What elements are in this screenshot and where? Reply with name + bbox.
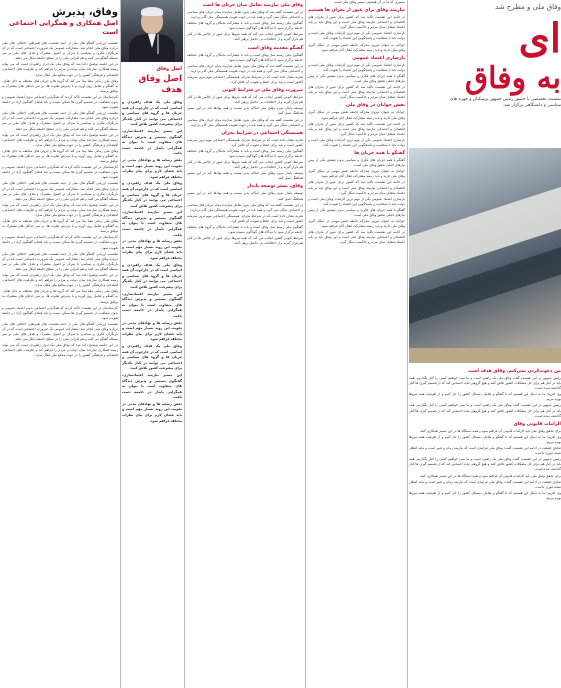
paragraph: وفاق ملی زمانی معنا پیدا می کند که گروه ها و جریان های مختلف به جای تقابل، به گفتگو و تعامل روی آورند و با پذیرش تفاوت ها، بر سر حداقل های مشترک به توافق برسند. <box>2 78 118 93</box>
sidebar-column <box>122 66 182 688</box>
paragraph: نقش رسانه ها و نهادهای مدنی در تقویت این روند بسیار مهم است و باید فضای لازم برای بیان نظرات مختلف فراهم شود. <box>122 239 182 261</box>
paragraph: در ادامه این نشست تاکید شد که کشور برای عبور از بحران های اقتصادی و اجتماعی نیازمند وفاق ملی است و این وفاق باید بر پایه اعتماد متقابل میان مردم و حاکمیت شکل گیرد. <box>308 180 405 195</box>
paragraph: جوانان به عنوان نیروی محرکه جامعه نقش مهمی در شکل گیری وفاق ملی دارند و باید زمینه مشارکت فعال آنان فراهم شود. <box>308 219 405 229</box>
paragraph: توسعه پایدار بدون وفاق ملی امکان پذیر نیست و همه نهادها باید در این مسیر هماهنگ عمل کنند. <box>187 106 303 116</box>
right-column-body <box>409 366 561 688</box>
section-heading: ضرورت وفاق ملی در شرایط کنونی <box>222 88 303 94</box>
column-divider <box>184 0 185 688</box>
paragraph: تجربه نشان داده است که در شرایط بحران، همبستگی اجتماعی مهم ترین سرمایه کشور است و باید برای حفظ و تقویت آن تلاش کرد. <box>187 137 303 147</box>
paragraph: نقش رسانه ها و نهادهای مدنی در تقویت این روند بسیار مهم است و باید فضای لازم برای بیان نظرات مختلف فراهم شود. <box>122 320 182 342</box>
sidebar-body <box>122 100 182 424</box>
paragraph: در این نشست گفته شد که وفاق ملی بدون تعامل سازنده میان جریان های سیاسی و اجتماعی شکل نمی گیرد و همه باید در جهت تقویت همبستگی ملی گام بردارند. <box>187 63 303 73</box>
paragraph: این مسیر نیازمند اعتمادسازی، گفتگوی مستمر و پذیرش دیدگاه های متفاوت است تا بتوان به همگرایی پایدار در جامعه دست یافت. <box>122 372 182 400</box>
section-heading: بازسازی اعتماد عمومی <box>352 55 405 61</box>
paragraph: نشست ارزیابی گفتگو های ملی از جنبه نشست های همراهی، اختلاف های ملی درباره وفاق ملی انجام شد. مشارکت عمومی یک ضرورت اجتماعی است که در آن بازیگران فکری و سیاسی با تمرکز بر اصول مشترک و هدف های ملی بر سر مسئله گفتگو می کنند و هم افزایی ملی را در سطح جامعه شکل می دهند. <box>2 321 118 342</box>
column-divider <box>120 0 121 688</box>
column-divider <box>407 0 408 688</box>
paragraph: شرایط کنونی کشور ایجاب می کند که همه نیروها برای عبور از چالش ها در کنار هم قرار گیرند و از اختلافات بی حاصل پرهیز کنند. <box>187 236 303 246</box>
paragraph: وی افزود: ما به دنبال این هستیم که با گفتگو و تعامل، مسائل کشور را حل کنیم و از ظرفیت همه نیروها بهره ببریم. <box>409 434 561 444</box>
paragraph: گفتگوی ملی زمینه ساز وفاق است و باید با مشارکت نخبگان و گروه های مختلف جامعه برگزار شود تا دیدگاه های گوناگون شنیده شود. <box>187 225 303 235</box>
paragraph: گفتگوی ملی زمینه ساز وفاق است و باید با مشارکت نخبگان و گروه های مختلف جامعه برگزار شود تا دیدگاه های گوناگون شنیده شود. <box>187 52 303 62</box>
paragraph: در این نشست گفته شد که وفاق ملی بدون تعامل سازنده میان جریان های سیاسی و اجتماعی شکل نمی گیرد و همه باید در جهت تقویت همبستگی ملی گام بردارند. <box>187 10 303 20</box>
paragraph: شرایط کنونی کشور ایجاب می کند که همه نیروها برای عبور از چالش ها در کنار هم قرار گیرند و از اختلافات بی حاصل پرهیز کنند. <box>187 160 303 170</box>
paragraph: کارشناسان در این نشست تاکید کردند که همگرایی اجتماعی بدون اعتماد عمومی و بدون شفافیت در تصمیم گیری ها ممکن نیست و باید فضای گفتگوی آزاد در جامعه تقویت شود. <box>2 165 118 180</box>
section-heading: نیازمند وفاق برای عبور از بحران ها هستیم <box>308 8 405 14</box>
paragraph: صادق حقیقت در ادامه این نشست گفت: وفاق ملی فرایندی است که نیازمند زمان و صبر است و نباید انتظار نتیجه فوری داشت. <box>409 446 561 456</box>
paragraph: بازسازی اعتماد عمومی یکی از مهم ترین الزامات وفاق ملی است و دولت باید با شفافیت و پاسخگویی این اعتماد را تقویت کند. <box>308 62 405 72</box>
left-column-body <box>2 41 118 359</box>
paragraph: وفاق ملی زمانی معنا پیدا می کند که گروه ها و جریان های مختلف به جای تقابل، به گفتگو و تعامل روی آورند و با پذیرش تفاوت ها، بر سر حداقل های مشترک به توافق برسند. <box>2 148 118 164</box>
paragraph: در ادامه این نشست تاکید شد که کشور برای عبور از بحران های اقتصادی و اجتماعی نیازمند وفاق ملی است و این وفاق باید بر پایه اعتماد متقابل میان مردم و حاکمیت شکل گیرد. <box>308 121 405 136</box>
section-heading: من دعوت‌کردن نمی‌کنم، وفاق هدف است <box>468 369 561 374</box>
paragraph: نشست ارزیابی گفتگو های ملی از جنبه نشست های همراهی، اختلاف های ملی درباره وفاق ملی انجام شد. مشارکت عمومی یک ضرورت اجتماعی است که در آن بازیگران فکری و سیاسی با تمرکز بر اصول مشترک و هدف های ملی بر سر مسئله گفتگو می کنند و هم افزایی ملی را در سطح جامعه شکل می دهند. <box>2 41 118 61</box>
section-heading: گفتگو با همه جریان ها <box>354 151 405 157</box>
paragraph: در این جلسه توضیح داده شد که وفاق ملی یک ابزار راهبردی است که می تواند زمینه همکاری سازنده میان دولت و مردم را فراهم کند و ظرفیت های اجتماعی، اقتصادی و فرهنگی کشور را در جهت منافع ملی فعال سازد. <box>2 132 118 147</box>
section-heading: نقش جوانان در وفاق ملی <box>345 103 405 109</box>
paragraph: نشست ارزیابی گفتگو های ملی از جنبه نشست های همراهی، اختلاف های ملی درباره وفاق ملی انجام شد. مشارکت عمومی یک ضرورت اجتماعی است که در آن بازیگران فکری و سیاسی با تمرکز بر اصول مشترک و هدف های ملی بر سر مسئله گفتگو می کنند و هم افزایی ملی را در سطح جامعه شکل می دهند. <box>2 251 118 271</box>
paragraph: رئیس جمهور در این نشست گفت وفاق ملی یک راهبرد است و ما نمی خواهیم کسی را کنار بگذاریم. همه باید در کنار هم برای حل مشکلات کشور تلاش کنند و هیچ گروهی نباید احساس کند که از تصمیم گیری ها کنار گذاشته شده است. <box>409 376 561 391</box>
paragraph: گفتگو با همه جریان های فکری و سیاسی بدون تبعیض یکی از پیش نیازهای اصلی تحقق وفاق ملی است. <box>308 207 405 217</box>
paragraph: بازسازی اعتماد عمومی یکی از مهم ترین الزامات وفاق ملی است و دولت باید با شفافیت و پاسخگویی این اعتماد را تقویت کند. <box>308 196 405 206</box>
paragraph: در ادامه این نشست تاکید شد که کشور برای عبور از بحران های اقتصادی و اجتماعی نیازمند وفاق ملی است و این وفاق باید بر پایه اعتماد متقابل میان مردم و حاکمیت شکل گیرد. <box>308 15 405 30</box>
section-heading: وفاق، بستر توسعه پایدار <box>247 184 303 190</box>
paragraph: گفتگو با همه جریان های فکری و سیاسی بدون تبعیض یکی از پیش نیازهای اصلی تحقق وفاق ملی است. <box>308 73 405 84</box>
paragraph: شرایط کنونی کشور ایجاب می کند که همه نیروها برای عبور از چالش ها در کنار هم قرار گیرند و از اختلافات بی حاصل پرهیز کنند. <box>187 95 303 105</box>
paragraph: در ادامه این نشست تاکید شد که کشور برای عبور از بحران های اقتصادی و اجتماعی نیازمند وفاق ملی است و این وفاق باید بر پایه اعتماد متقابل میان مردم و حاکمیت شکل گیرد. <box>308 230 405 245</box>
event-hero-photo <box>409 148 561 363</box>
section-heading: گفتگو مقدمه وفاق است <box>247 45 303 51</box>
speaker-portrait-photo <box>121 0 183 62</box>
paragraph: در این جلسه توضیح داده شد که وفاق ملی یک ابزار راهبردی است که می تواند زمینه همکاری سازنده میان دولت و مردم را فراهم کند و ظرفیت های اجتماعی، اقتصادی و فرهنگی کشور را در جهت منافع ملی فعال سازد. <box>2 62 118 77</box>
sidebar-kicker: اصل وفاق <box>156 66 182 72</box>
left-column <box>2 0 118 688</box>
paragraph: جوانان به عنوان نیروی محرکه جامعه نقش مهمی در شکل گیری وفاق ملی دارند و باید زمینه مشارکت فعال آنان فراهم شود. <box>308 42 405 52</box>
paragraph: کارشناسان در این نشست تاکید کردند که همگرایی اجتماعی بدون اعتماد عمومی و بدون شفافیت در تصمیم گیری ها ممکن نیست و باید فضای گفتگوی آزاد در جامعه تقویت شود. <box>2 305 118 320</box>
paragraph: در این نشست گفته شد که وفاق ملی بدون تعامل سازنده میان جریان های سیاسی و اجتماعی شکل نمی گیرد و همه باید در جهت تقویت همبستگی ملی گام بردارند. <box>187 117 303 127</box>
top-line: مسیری که ما در آن هستیم، مسیر وفاق ملی است <box>334 0 405 4</box>
paragraph: گفتگو با همه جریان های فکری و سیاسی بدون تبعیض یکی از پیش نیازهای اصلی تحقق وفاق ملی است. <box>308 158 405 168</box>
left-column-subtitle: اصل همکاری و همگرایی اجتماعی است <box>8 19 118 36</box>
paragraph: وفاق ملی یک هدف راهبردی و اساسی است که در چارچوب آن همه جریان ها و گروه های سیاسی و اجتماعی می توانند در کنار یکدیگر برای پیشرفت کشور تلاش کنند. <box>122 100 182 127</box>
main-headline-line-2: به وفاق <box>464 61 561 96</box>
paragraph: بازسازی اعتماد عمومی یکی از مهم ترین الزامات وفاق ملی است و دولت باید با شفافیت و پاسخگویی این اعتماد را تقویت کند. <box>308 137 405 147</box>
paragraph: وی افزود: ما به دنبال این هستیم که با گفتگو و تعامل، مسائل کشور را حل کنیم و از ظرفیت همه نیروها بهره ببریم. <box>409 490 561 500</box>
section-heading: وفاق ملی نیازمند تعامل میان جریان ها است <box>202 3 303 8</box>
paragraph: جوانان به عنوان نیروی محرکه جامعه نقش مهمی در شکل گیری وفاق ملی دارند و باید زمینه مشارکت فعال آنان فراهم شود. <box>308 110 405 120</box>
paragraph: وفاق ملی یک هدف راهبردی و اساسی است که در چارچوب آن همه جریان ها و گروه های سیاسی و اجتماعی می توانند در کنار یکدیگر برای پیشرفت کشور تلاش کنند. <box>122 181 182 208</box>
paragraph: نشست ارزیابی گفتگو های ملی از جنبه نشست های همراهی، اختلاف های ملی درباره وفاق ملی انجام شد. مشارکت عمومی یک ضرورت اجتماعی است که در آن بازیگران فکری و سیاسی با تمرکز بر اصول مشترک و هدف های ملی بر سر مسئله گفتگو می کنند و هم افزایی ملی را در سطح جامعه شکل می دهند. <box>2 111 118 131</box>
paragraph: این مسیر نیازمند اعتمادسازی، گفتگوی مستمر و پذیرش دیدگاه های متفاوت است تا بتوان به همگرایی پایدار در جامعه دست یافت. <box>122 128 182 156</box>
paragraph: کارشناسان در این نشست تاکید کردند که همگرایی اجتماعی بدون اعتماد عمومی و بدون شفافیت در تصمیم گیری ها ممکن نیست و باید فضای گفتگوی آزاد در جامعه تقویت شود. <box>2 94 118 110</box>
paragraph: این مسیر نیازمند اعتمادسازی، گفتگوی مستمر و پذیرش دیدگاه های متفاوت است تا بتوان به همگرایی پایدار در جامعه دست یافت. <box>122 291 182 318</box>
headline-intro: نشست تخصصی با حضور رئیس جمهور پزشکیان و چهره های سیاسی و دانشگاهی برگزار شد. <box>450 97 561 108</box>
section-heading: همبستگی اجتماعی در شرایط بحران <box>221 130 303 136</box>
paragraph: رئیس جمهور در این نشست گفت وفاق ملی یک راهبرد است و ما نمی خواهیم کسی را کنار بگذاریم. همه باید در کنار هم برای حل مشکلات کشور تلاش کنند و هیچ گروهی نباید احساس کند که از تصمیم گیری ها کنار گذاشته شده است. <box>409 457 561 472</box>
paragraph: تجربه نشان داده است که در شرایط بحران، همبستگی اجتماعی مهم ترین سرمایه کشور است و باید برای حفظ و تقویت آن تلاش کرد. <box>187 213 303 223</box>
paragraph: وفاق ملی یک هدف راهبردی و اساسی است که در چارچوب آن همه جریان ها و گروه های سیاسی و اجتماعی می توانند در کنار یکدیگر برای پیشرفت کشور تلاش کنند. <box>122 262 182 289</box>
paragraph: نقش رسانه ها و نهادهای مدنی در تقویت این روند بسیار مهم است و باید فضای لازم برای بیان نظرات مختلف فراهم شود. <box>122 157 182 179</box>
right-kicker: وفاق ملی و مطرح شد <box>495 3 561 11</box>
paragraph: گفتگوی ملی زمینه ساز وفاق است و باید با مشارکت نخبگان و گروه های مختلف جامعه برگزار شود تا دیدگاه های گوناگون شنیده شود. <box>187 148 303 158</box>
paragraph: در ادامه این نشست تاکید شد که کشور برای عبور از بحران های اقتصادی و اجتماعی نیازمند وفاق ملی است و این وفاق باید بر پایه اعتماد متقابل میان مردم و حاکمیت شکل گیرد. <box>308 85 405 100</box>
paragraph: توسعه پایدار بدون وفاق ملی امکان پذیر نیست و همه نهادها باید در این مسیر هماهنگ عمل کنند. <box>187 191 303 201</box>
paragraph: بازسازی اعتماد عمومی یکی از مهم ترین الزامات وفاق ملی است و دولت باید با شفافیت و پاسخگویی این اعتماد را تقویت کند. <box>308 31 405 41</box>
paragraph: جوانان به عنوان نیروی محرکه جامعه نقش مهمی در شکل گیری وفاق ملی دارند و باید زمینه مشارکت فعال آنان فراهم شود. <box>308 169 405 179</box>
sidebar-red-title: اصل وفاق هدف <box>138 74 182 95</box>
paragraph: گفتگوی ملی زمینه ساز وفاق است و باید با مشارکت نخبگان و گروه های مختلف جامعه برگزار شود تا دیدگاه های گوناگون شنیده شود. <box>187 21 303 31</box>
paragraph: صادق حقیقت در ادامه این نشست گفت: وفاق ملی فرایندی است که نیازمند زمان و صبر است و نباید انتظار نتیجه فوری داشت. <box>409 479 561 489</box>
main-headline-line-1: ای <box>518 15 561 62</box>
paragraph: این مسیر نیازمند اعتمادسازی، گفتگوی مستمر و پذیرش دیدگاه های متفاوت است تا بتوان به همگرایی پایدار در جامعه دست یافت. <box>122 210 182 237</box>
paragraph: شرایط کنونی کشور ایجاب می کند که همه نیروها برای عبور از چالش ها در کنار هم قرار گیرند و از اختلافات بی حاصل پرهیز کنند. <box>187 32 303 42</box>
paragraph: برای تحقق وفاق ملی باید الزامات قانونی آن فراهم شود و همه دستگاه ها در این مسیر همکاری کنند. <box>419 473 561 478</box>
paragraph: توسعه پایدار بدون وفاق ملی امکان پذیر نیست و همه نهادها باید در این مسیر هماهنگ عمل کنند. <box>187 171 303 181</box>
paragraph: تجربه نشان داده است که در شرایط بحران، همبستگی اجتماعی مهم ترین سرمایه کشور است و باید برای حفظ و تقویت آن تلاش کرد. <box>187 74 303 85</box>
paragraph: نشست ارزیابی گفتگو های ملی از جنبه نشست های همراهی، اختلاف های ملی درباره وفاق ملی انجام شد. مشارکت عمومی یک ضرورت اجتماعی است که در آن بازیگران فکری و سیاسی با تمرکز بر اصول مشترک و هدف های ملی بر سر مسئله گفتگو می کنند و هم افزایی ملی را در سطح جامعه شکل می دهند. <box>2 181 118 201</box>
paragraph: در این نشست گفته شد که وفاق ملی بدون تعامل سازنده میان جریان های سیاسی و اجتماعی شکل نمی گیرد و همه باید در جهت تقویت همبستگی ملی گام بردارند. <box>187 202 303 212</box>
column-divider <box>305 0 306 688</box>
paragraph: رئیس جمهور در این نشست گفت وفاق ملی یک راهبرد است و ما نمی خواهیم کسی را کنار بگذاریم. همه باید در کنار هم برای حل مشکلات کشور تلاش کنند و هیچ گروهی نباید احساس کند که از تصمیم گیری ها کنار گذاشته شده است. <box>409 403 561 418</box>
mid-column <box>308 0 405 688</box>
paragraph: وفاق ملی یک هدف راهبردی و اساسی است که در چارچوب آن همه جریان ها و گروه های سیاسی و اجتماعی می توانند در کنار یکدیگر برای پیشرفت کشور تلاش کنند. <box>122 343 182 371</box>
paragraph: وی افزود: ما به دنبال این هستیم که با گفتگو و تعامل، مسائل کشور را حل کنیم و از ظرفیت همه نیروها بهره ببریم. <box>409 392 561 402</box>
section-heading: الزامات قانونی وفاق <box>513 421 561 427</box>
paragraph: کارشناسان در این نشست تاکید کردند که همگرایی اجتماعی بدون اعتماد عمومی و بدون شفافیت در تصمیم گیری ها ممکن نیست و باید فضای گفتگوی آزاد در جامعه تقویت شود. <box>2 235 118 250</box>
paragraph: وفاق ملی زمانی معنا پیدا می کند که گروه ها و جریان های مختلف به جای تقابل، به گفتگو و تعامل روی آورند و با پذیرش تفاوت ها، بر سر حداقل های مشترک به توافق برسند. <box>2 219 118 234</box>
paragraph: برای تحقق وفاق ملی باید الزامات قانونی آن فراهم شود و همه دستگاه ها در این مسیر همکاری کنند. <box>419 428 561 433</box>
center-column <box>187 0 303 688</box>
paragraph: در این جلسه توضیح داده شد که وفاق ملی یک ابزار راهبردی است که می تواند زمینه همکاری سازنده میان دولت و مردم را فراهم کند و ظرفیت های اجتماعی، اقتصادی و فرهنگی کشور را در جهت منافع ملی فعال سازد. <box>2 273 118 288</box>
left-column-title: وفاق، پذیرش <box>51 7 118 18</box>
paragraph: وفاق ملی زمانی معنا پیدا می کند که گروه ها و جریان های مختلف به جای تقابل، به گفتگو و تعامل روی آورند و با پذیرش تفاوت ها، بر سر حداقل های مشترک به توافق برسند. <box>2 289 118 304</box>
paragraph: در این جلسه توضیح داده شد که وفاق ملی یک ابزار راهبردی است که می تواند زمینه همکاری سازنده میان دولت و مردم را فراهم کند و ظرفیت های اجتماعی، اقتصادی و فرهنگی کشور را در جهت منافع ملی فعال سازد. <box>2 343 118 358</box>
paragraph: در این جلسه توضیح داده شد که وفاق ملی یک ابزار راهبردی است که می تواند زمینه همکاری سازنده میان دولت و مردم را فراهم کند و ظرفیت های اجتماعی، اقتصادی و فرهنگی کشور را در جهت منافع ملی فعال سازد. <box>2 202 118 217</box>
paragraph: نقش رسانه ها و نهادهای مدنی در تقویت این روند بسیار مهم است و باید فضای لازم برای بیان نظرات مختلف فراهم شود. <box>122 401 182 423</box>
